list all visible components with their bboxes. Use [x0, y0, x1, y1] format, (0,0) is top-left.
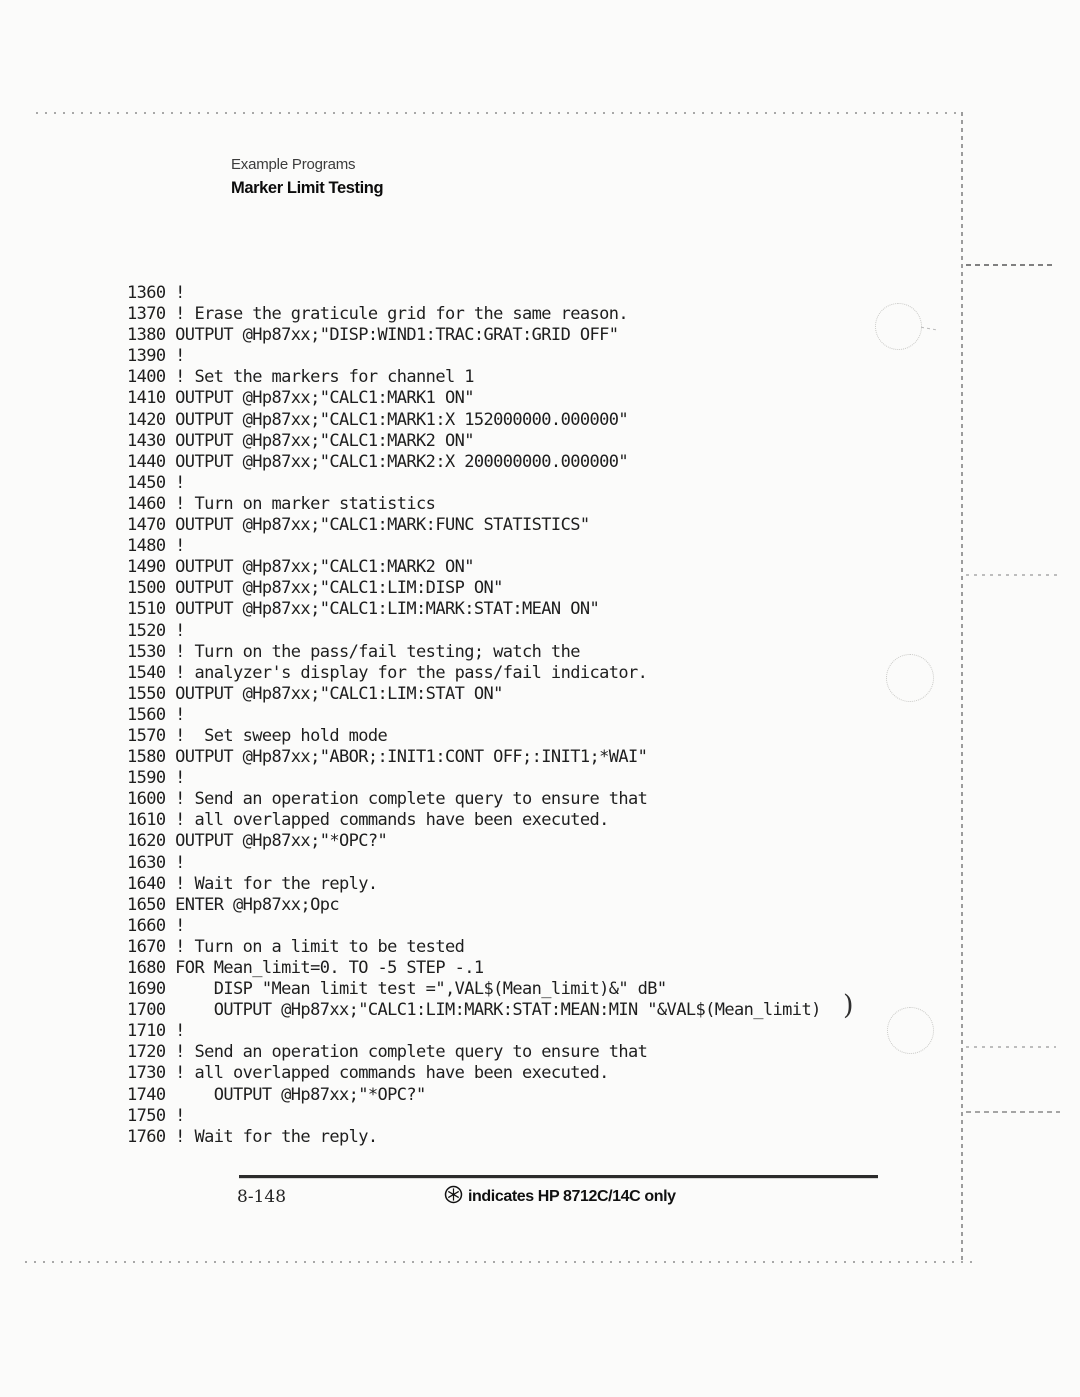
code-line: 1620 OUTPUT @Hp87xx;"*OPC?"	[127, 831, 388, 852]
code-line: 1630 !	[127, 852, 185, 873]
code-line: 1590 !	[127, 768, 185, 789]
bottom-dotted-rule	[25, 1261, 978, 1263]
footer-note	[444, 1185, 676, 1209]
code-line: 1410 OUTPUT @Hp87xx;"CALC1:MARK1 ON"	[127, 388, 474, 409]
code-line: 1580 OUTPUT @Hp87xx;"ABOR;:INIT1:CONT OFF;:INIT1;*WAI"	[127, 747, 648, 768]
code-line: 1360 !	[127, 283, 185, 303]
code-line: 1510 OUTPUT @Hp87xx;"CALC1:LIM:MARK:STAT:MEAN ON"	[127, 599, 600, 620]
code-line: 1500 OUTPUT @Hp87xx;"CALC1:LIM:DISP ON"	[127, 578, 503, 599]
scan-artifact-circle	[887, 1007, 934, 1054]
code-line: 1640 ! Wait for the reply.	[127, 873, 378, 894]
margin-tick	[966, 574, 1058, 576]
margin-tick	[966, 1046, 1056, 1048]
footer-rule	[239, 1175, 878, 1178]
page-number: 8-148	[237, 1187, 287, 1207]
scan-artifact-circle	[875, 303, 922, 350]
code-line: 1650 ENTER @Hp87xx;Opc	[127, 894, 339, 915]
code-line: 1600 ! Send an operation complete query to ensure that	[127, 789, 648, 810]
code-line: 1440 OUTPUT @Hp87xx;"CALC1:MARK2:X 200000000.000000"	[127, 451, 629, 472]
code-line: 1710 !	[127, 1021, 185, 1042]
code-line: 1420 OUTPUT @Hp87xx;"CALC1:MARK1:X 152000000.000000"	[127, 409, 629, 430]
page-title: Marker Limit Testing	[231, 179, 384, 197]
top-dotted-rule	[36, 112, 961, 114]
breadcrumb: Example Programs	[231, 156, 356, 173]
code-line: 1450 !	[127, 472, 185, 493]
code-line: 1760 ! Wait for the reply.	[127, 1126, 378, 1147]
code-line: 1550 OUTPUT @Hp87xx;"CALC1:LIM:STAT ON"	[127, 683, 503, 704]
code-line: 1680 FOR Mean_limit=0. TO -5 STEP -.1	[127, 958, 484, 978]
margin-tick	[966, 264, 1054, 266]
code-line: 1670 ! Turn on a limit to be tested	[127, 936, 465, 957]
code-line: 1750 !	[127, 1105, 185, 1126]
code-line: 1470 OUTPUT @Hp87xx;"CALC1:MARK:FUNC STATISTICS"	[127, 515, 590, 536]
code-line: 1430 OUTPUT @Hp87xx;"CALC1:MARK2 ON"	[127, 430, 474, 451]
margin-tick	[966, 1111, 1060, 1113]
code-line: 1400 ! Set the markers for channel 1	[127, 367, 474, 388]
code-line: 1480 !	[127, 536, 185, 557]
scan-artifact-arc: )	[843, 990, 854, 1021]
code-line: 1530 ! Turn on the pass/fail testing; watch the	[127, 641, 580, 662]
code-line: 1380 OUTPUT @Hp87xx;"DISP:WIND1:TRAC:GRAT:GRID OFF"	[127, 325, 619, 346]
circled-asterisk-icon	[444, 1185, 463, 1209]
code-line: 1700 OUTPUT @Hp87xx;"CALC1:LIM:MARK:STAT:MEAN:MIN "&VAL$(Mean_limit)	[127, 1000, 821, 1021]
footer-note-text: indicates HP 8712C/14C only	[468, 1188, 676, 1205]
code-line: 1730 ! all overlapped commands have been executed.	[127, 1063, 609, 1084]
code-line: 1570 ! Set sweep hold mode	[127, 725, 388, 746]
code-line: 1540 ! analyzer's display for the pass/fail indicator.	[127, 662, 648, 683]
code-line: 1460 ! Turn on marker statistics	[127, 493, 436, 514]
right-dashed-rule	[961, 112, 963, 1262]
code-line: 1610 ! all overlapped commands have been executed.	[127, 810, 609, 831]
code-line: 1390 !	[127, 346, 185, 367]
code-line: 1560 !	[127, 704, 185, 725]
code-line: 1660 !	[127, 915, 185, 936]
code-line: 1740 OUTPUT @Hp87xx;"*OPC?"	[127, 1084, 426, 1105]
scan-artifact-circle	[886, 654, 934, 702]
code-line: 1690 DISP "Mean limit test =",VAL$(Mean_limit)&" dB"	[127, 979, 667, 1000]
code-line: 1490 OUTPUT @Hp87xx;"CALC1:MARK2 ON"	[127, 557, 474, 578]
scan-artifact-dash	[921, 327, 936, 331]
code-line: 1520 !	[127, 620, 185, 641]
code-line: 1370 ! Erase the graticule grid for the same reason.	[127, 304, 629, 325]
code-line: 1720 ! Send an operation complete query to ensure that	[127, 1042, 648, 1063]
code-listing	[127, 283, 821, 1148]
